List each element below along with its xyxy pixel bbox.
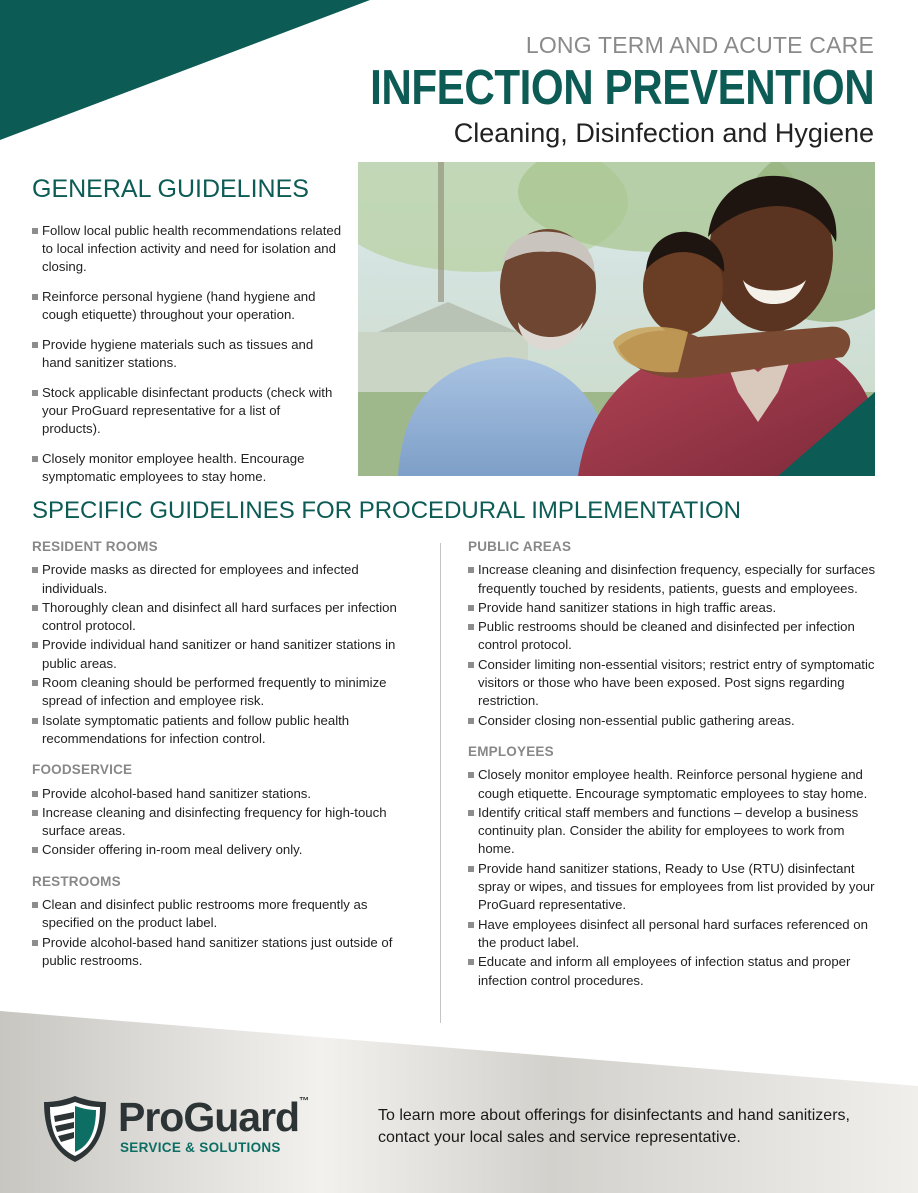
foodservice-section (32, 761, 422, 859)
resident-rooms-list (32, 561, 422, 748)
list-item: Provide hand sanitizer stations, Ready to Use (RTU) disinfectant spray or wipes, and tissues for employees from list provided by your ProGuard representative. (468, 860, 883, 915)
section-heading: FOODSERVICE (32, 762, 133, 778)
brand-tagline: SERVICE & SOLUTIONS (120, 1140, 281, 1155)
general-guidelines-list (32, 222, 342, 498)
list-item: Educate and inform all employees of infection status and proper infection control procedures. (468, 953, 883, 990)
list-item: Closely monitor employee health. Reinforce personal hygiene and cough etiquette. Encourage symptomatic employees to stay home. (468, 766, 883, 803)
family-photo (358, 162, 875, 476)
column-divider (440, 543, 441, 1023)
resident-rooms-section (32, 538, 422, 748)
employees-section (468, 743, 883, 990)
list-item: Consider closing non-essential public gathering areas. (468, 712, 883, 730)
specific-guidelines-heading: SPECIFIC GUIDELINES FOR PROCEDURAL IMPLEMENTATION (32, 497, 741, 524)
bullet-icon (468, 662, 474, 668)
list-item: Room cleaning should be performed frequently to minimize spread of infection and employee risk. (32, 674, 422, 711)
bullet-icon (32, 228, 38, 234)
bullet-icon (32, 567, 38, 573)
bullet-icon (32, 642, 38, 648)
bullet-icon (32, 294, 38, 300)
restrooms-section (32, 873, 422, 970)
bullet-icon (468, 605, 474, 611)
bullet-icon (468, 718, 474, 724)
bullet-icon (468, 959, 474, 965)
bullet-icon (32, 847, 38, 853)
list-item: Have employees disinfect all personal hard surfaces referenced on the product label. (468, 916, 883, 953)
bullet-icon (32, 810, 38, 816)
bullet-icon (468, 772, 474, 778)
section-heading: PUBLIC AREAS (468, 539, 572, 554)
right-column (468, 538, 883, 1003)
list-item: Identify critical staff members and functions – develop a business continuity plan. Consider the ability for employees to work from home. (468, 804, 883, 859)
page-title: INFECTION PREVENTION (369, 61, 874, 115)
public-areas-section (468, 538, 883, 730)
general-guidelines-heading: GENERAL GUIDELINES (32, 175, 309, 203)
page-subtitle: Cleaning, Disinfection and Hygiene (453, 118, 874, 148)
bullet-icon (468, 922, 474, 928)
bullet-icon (32, 680, 38, 686)
bullet-icon (32, 940, 38, 946)
bullet-icon (468, 624, 474, 630)
corner-accent (0, 0, 420, 150)
bullet-icon (32, 342, 38, 348)
bullet-icon (468, 866, 474, 872)
list-item: Increase cleaning and disinfecting frequency for high-touch surface areas. (32, 804, 422, 841)
header-kicker: LONG TERM AND ACUTE CARE (525, 32, 874, 58)
bullet-icon (468, 810, 474, 816)
foodservice-list (32, 785, 422, 860)
list-item: Public restrooms should be cleaned and disinfected per infection control protocol. (468, 618, 883, 655)
list-item: Provide masks as directed for employees and infected individuals. (32, 561, 422, 598)
list-item: Clean and disinfect public restrooms more frequently as specified on the product label. (32, 896, 422, 933)
public-areas-list (468, 561, 883, 730)
footer-contact-text: To learn more about offerings for disinfectants and hand sanitizers, contact your local sales and service representative. (378, 1107, 850, 1146)
list-item: Reinforce personal hygiene (hand hygiene and cough etiquette) throughout your operation. (32, 288, 342, 324)
list-item: Stock applicable disinfectant products (check with your ProGuard representative for a list of products). (32, 384, 342, 438)
bullet-icon (468, 567, 474, 573)
bullet-icon (32, 605, 38, 611)
list-item: Follow local public health recommendations related to local infection activity and need for isolation and closing. (32, 222, 342, 276)
bullet-icon (32, 456, 38, 462)
brand-name: ProGuard™ (118, 1094, 309, 1140)
list-item: Thoroughly clean and disinfect all hard surfaces per infection control protocol. (32, 599, 422, 636)
restrooms-list (32, 896, 422, 970)
bullet-icon (32, 718, 38, 724)
list-item: Consider limiting non-essential visitors; restrict entry of symptomatic visitors or those who have been exposed. Post signs regarding restriction. (468, 656, 883, 711)
proguard-shield-logo (40, 1094, 110, 1164)
bullet-icon (32, 902, 38, 908)
employees-list (468, 766, 883, 990)
section-heading: RESIDENT ROOMS (32, 539, 158, 554)
list-item: Provide alcohol-based hand sanitizer stations just outside of public restrooms. (32, 934, 422, 971)
section-heading: EMPLOYEES (468, 743, 554, 759)
list-item: Provide individual hand sanitizer or hand sanitizer stations in public areas. (32, 636, 422, 673)
list-item: Provide hygiene materials such as tissues and hand sanitizer stations. (32, 336, 342, 372)
left-column (32, 538, 422, 983)
list-item: Consider offering in-room meal delivery only. (32, 841, 422, 859)
list-item: Provide alcohol-based hand sanitizer stations. (32, 785, 422, 803)
trademark: ™ (299, 1096, 309, 1107)
list-item: Isolate symptomatic patients and follow public health recommendations for infection control. (32, 712, 422, 749)
list-item: Increase cleaning and disinfection frequency, especially for surfaces frequently touched by residents, patients, guests and employees. (468, 561, 883, 598)
section-heading: RESTROOMS (32, 873, 121, 889)
bullet-icon (32, 791, 38, 797)
list-item: Provide hand sanitizer stations in high traffic areas. (468, 599, 883, 617)
list-item: Closely monitor employee health. Encourage symptomatic employees to stay home. (32, 450, 342, 486)
bullet-icon (32, 390, 38, 396)
